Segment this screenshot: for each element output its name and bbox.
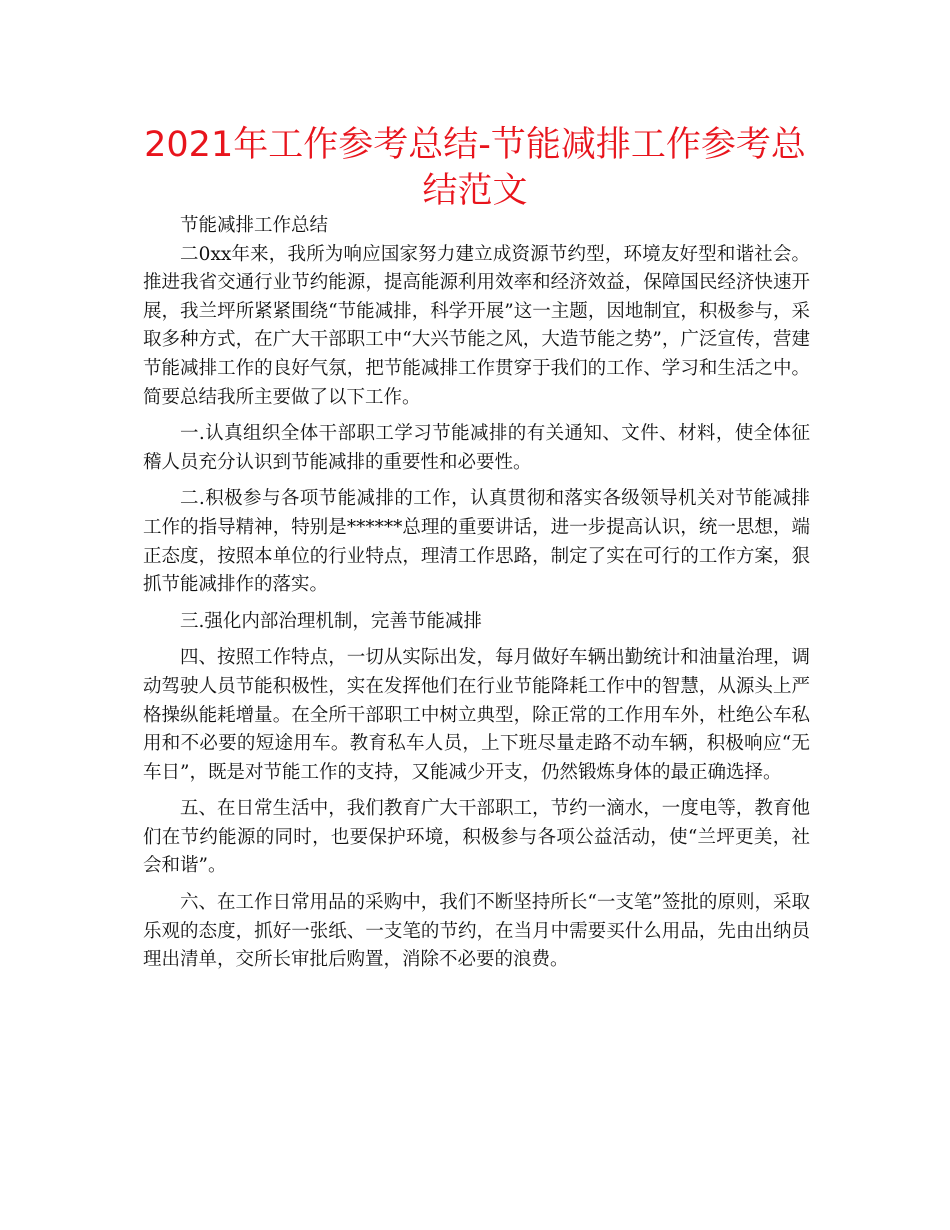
- paragraph-item-5: 五、在日常生活中，我们教育广大干部职工，节约一滴水，一度电等，教育他们在节约能源的同时，也要保护环境，积极参与各项公益活动，使“兰坪更美，社会和谐”。: [143, 798, 810, 877]
- paragraph-intro: 二0xx年来，我所为响应国家努力建立成资源节约型，环境友好型和谐社会。推进我省交通行业节约能源，提高能源利用效率和经济效益，保障国民经济快速开展，我兰坪所紧紧围绕“节能减排，科学开展”这一主题，因地制宜，积极参与，采取多种方式，在广大干部职工中“大兴节能之风，大造节能之势”，广泛宣传，营建节能减排工作的良好气氛，把节能减排工作贯穿于我们的工作、学习和生活之中。简要总结我所主要做了以下工作。: [143, 243, 810, 408]
- paragraph-item-4: 四、按照工作特点，一切从实际出发，每月做好车辆出勤统计和油量治理，调动驾驶人员节能积极性，实在发挥他们在行业节能降耗工作中的智慧，从源头上严格操纵能耗增量。在全所干部职工中树立典型，除正常的工作用车外，杜绝公车私用和不必要的短途用车。教育私车人员，上下班尽量走路不动车辆，积极响应“无车日”，既是对节能工作的支持，又能减少开支，仍然锻炼身体的最正确选择。: [143, 647, 810, 783]
- document-body: [143, 212, 810, 975]
- paragraph-item-2: 二.积极参与各项节能减排的工作，认真贯彻和落实各级领导机关对节能减排工作的指导精神，特别是******总理的重要讲话，进一步提高认识，统一思想，端正态度，按照本单位的行业特点，理清工作思路，制定了实在可行的工作方案，狠抓节能减排作的落实。: [143, 488, 810, 596]
- section-heading: 节能减排工作总结: [180, 215, 329, 236]
- paragraph-item-6: 六、在工作日常用品的采购中，我们不断坚持所长“一支笔”签批的原则，采取乐观的态度，抓好一张纸、一支笔的节约，在当月中需要买什么用品，先由出纳员理出清单，交所长审批后购置，消除不必要的浪费。: [143, 892, 810, 971]
- paragraph-item-1: 一.认真组织全体干部职工学习节能减排的有关通知、文件、材料，使全体征稽人员充分认识到节能减排的重要性和必要性。: [143, 423, 810, 473]
- document-title: 2021年工作参考总结-节能减排工作参考总结范文: [144, 125, 806, 211]
- paragraph-item-3: 三.强化内部治理机制，完善节能减排: [180, 610, 482, 632]
